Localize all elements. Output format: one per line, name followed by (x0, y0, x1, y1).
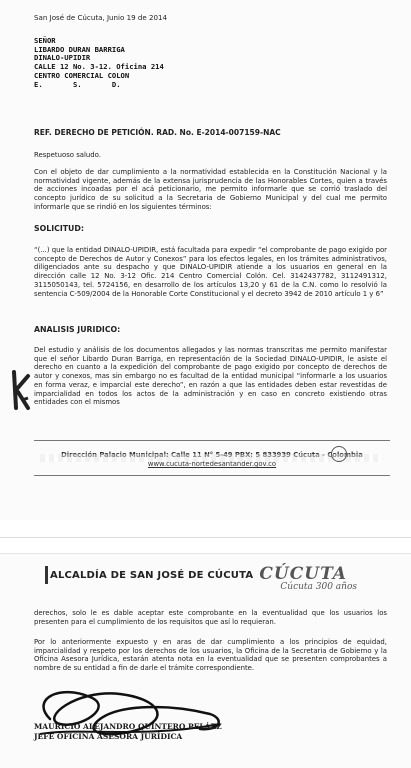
footer-address: Dirección Palacio Municipal: Calle 11 N° 5-49 PBX: 5 833939 Cúcuta - Colombia (61, 451, 363, 459)
recipient-line: CALLE 12 No. 3-12. Oficina 214 (34, 62, 164, 72)
header-bar (45, 566, 48, 584)
brand-subtitle: Cúcuta 300 años (280, 582, 357, 592)
intro-paragraph: Con el objeto de dar cumplimiento a la normatividad establecida en la Constitución Nacional y la normatividad vigente, además de la extensa jurisprudencia de las Honorables Cortes, quien a través de acciones incoadas por el acá peticionario, me permito informarle que se corrió traslado del concepto jurídico de su solicitud a la Secretaria de Gobierno Municipal y del cual me permito informarle que se rindió en los siguientes términos: (34, 168, 387, 211)
handwritten-mark-icon (8, 368, 32, 412)
signature-block (34, 722, 222, 742)
recipient-line: E. S. D. (34, 79, 121, 89)
page-2-paragraph-2: Por lo anteriormente expuesto y en aras de dar cumplimiento a los principios de equidad, imparcialidad y respeto por los derechos de los usuarios, la Oficina de la Secretaria de Gobierno y la Oficina Asesora Jurídica, estarán atenta nota en la eventualidad que se presenten comprobantes a nombre de su entidad a fin de darle el trámite correspondiente. (34, 638, 387, 673)
page-2-paragraph-1: derechos, solo le es dable aceptar este comprobante en la eventualidad que los usuarios los presenten para el cumplimiento de los requisitos que así lo requieran. (34, 609, 387, 626)
recipient-line: LIBARDO DURAN BARRIGA (34, 44, 125, 54)
reference-line: REF. DERECHO DE PETICIÓN. RAD. No. E-2014-007159-NAC (34, 128, 281, 137)
signer-name: MAURICIO ALEJANDRO QUINTERO PELÁEZ (34, 722, 222, 731)
page-2-header: ALCALDÍA DE SAN JOSÉ DE CÚCUTA (50, 570, 254, 581)
recipient-block (34, 37, 387, 89)
solicitud-paragraph: “(...) que la entidad DINALO-UPIDIR, está facultada para expedir “el comprobante de pago exigido por concepto de Derechos de Autor y Conexos” para los efectos legales, en los trámites administrativos, diligenciados ante su despacho y que DINALO-UPIDIR atiende a los usuarios en general en la dirección calle 12 No. 3-12 Ofic. 214 Centro Comercial Colón. Cel. 3142437782, 3112491312, 3115050143, tel. 5724156, en desarrollo de los artículos 13,20 y 61 de la C.N. como lo resolvió la sentencia C-509/2004 de la Honorable Corte Constitucional y el decreto 3942 de 2010 artículo 1 y 6” (34, 246, 387, 298)
analisis-heading: ANALISIS JURIDICO: (34, 325, 121, 334)
footer-seal-icon (331, 446, 347, 462)
recipient-line: SEÑOR (34, 36, 56, 45)
letter-date: San José de Cúcuta, Junio 19 de 2014 (34, 13, 168, 22)
recipient-line: CENTRO COMERCIAL COLON (34, 70, 130, 80)
brand-logo: CÚCUTA (259, 564, 347, 584)
signer-title: JEFE OFICINA ASESORA JURÍDICA (34, 732, 183, 741)
greeting: Respetuoso saludo. (34, 151, 101, 159)
recipient-line: DINALO-UPIDIR (34, 53, 91, 63)
footer-website: www.cucuta-nortedesantander.gov.co (147, 460, 277, 468)
letter-page-2 (0, 553, 411, 768)
analisis-paragraph: Del estudio y análisis de los documentos allegados y las normas transcritas me permito manifestar que el señor Libardo Duran Barriga, en representación de la Sociedad DINALO-UPIDIR, le asiste el derecho en cuanto a la expedición del comprobante de pago exigido por concepto de derechos de autor y conexos, mas sin embargo no es facultad de la entidad municipal “informarle a los usuarios en forma veraz, e imparcial este derecho”, en razón a que las entidades deben estar revestidas de imparcialidad en todos los actos de la administración y en caso en concreto existiendo otras entidades con el mismos (34, 346, 387, 407)
solicitud-heading: SOLICITUD: (34, 224, 84, 233)
page-divider (0, 537, 411, 538)
